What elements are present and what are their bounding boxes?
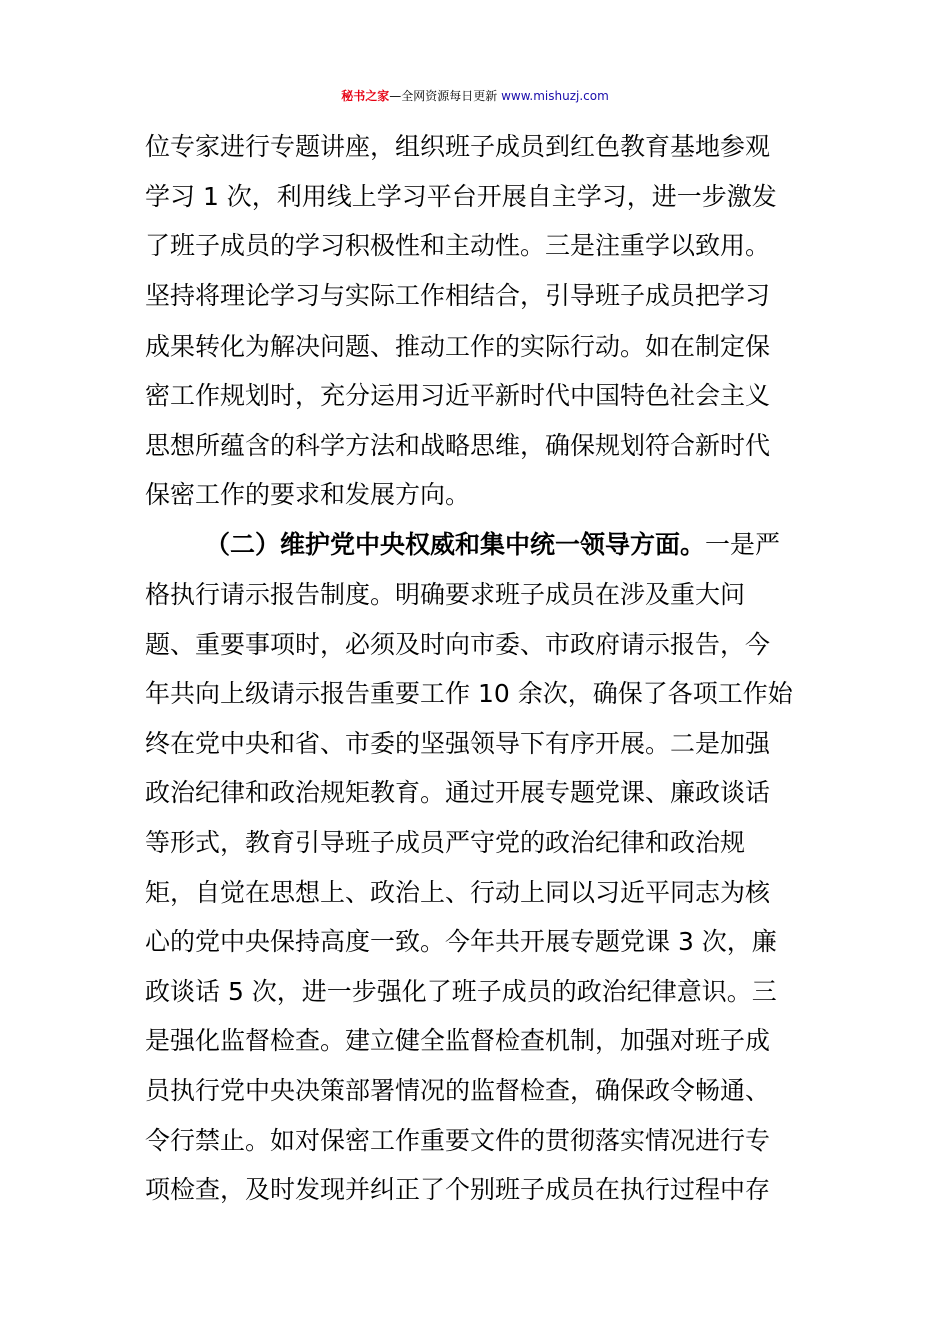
paragraph-line: 项检查，及时发现并纠正了个别班子成员在执行过程中存 [145, 1175, 771, 1204]
paragraph-line: 心的党中央保持高度一致。今年共开展专题党课 3 次，廉 [145, 927, 777, 956]
paragraph-line: 是强化监督检查。建立健全监督检查机制，加强对班子成 [145, 1026, 771, 1055]
site-brand: 秘书之家 [341, 89, 390, 103]
paragraph-line: 终在党中央和省、市委的坚强领导下有序开展。二是加强 [145, 729, 771, 758]
paragraph-line: 位专家进行专题讲座，组织班子成员到红色教育基地参观 [145, 132, 771, 161]
section-first-line-text: 一是严 [705, 530, 781, 559]
paragraph-line: 员执行党中央决策部署情况的监督检查，确保政令畅通、 [145, 1076, 771, 1105]
paragraph-line: 题、重要事项时，必须及时向市委、市政府请示报告，今 [145, 630, 771, 659]
paragraph-line: 密工作规划时，充分运用习近平新时代中国特色社会主义 [145, 381, 771, 410]
paragraph-line: 了班子成员的学习积极性和主动性。三是注重学以致用。 [145, 231, 771, 260]
site-tagline: —全网资源每日更新 [389, 89, 502, 103]
paragraph-line: 保密工作的要求和发展方向。 [145, 480, 471, 509]
paragraph-line: 思想所蕴含的科学方法和战略思维，确保规划符合新时代 [145, 431, 771, 460]
paragraph-line: 成果转化为解决问题、推动工作的实际行动。如在制定保 [145, 332, 771, 361]
paragraph-line: 政治纪律和政治规矩教育。通过开展专题党课、廉政谈话 [145, 778, 771, 807]
paragraph-line: 格执行请示报告制度。明确要求班子成员在涉及重大问 [145, 580, 746, 609]
site-url-link[interactable]: www.mishuzj.com [501, 89, 609, 103]
paragraph-line: 学习 1 次，利用线上学习平台开展自主学习，进一步激发 [145, 182, 777, 211]
paragraph-line: 令行禁止。如对保密工作重要文件的贯彻落实情况进行专 [145, 1126, 771, 1155]
paragraph-line: 年共向上级请示报告重要工作 10 余次，确保了各项工作始 [145, 679, 793, 708]
site-header [0, 80, 950, 112]
paragraph-line: 等形式，教育引导班子成员严守党的政治纪律和政治规 [145, 828, 746, 857]
section-first-line [205, 528, 780, 562]
paragraph-line: 坚持将理论学习与实际工作相结合，引导班子成员把学习 [145, 281, 771, 310]
paragraph-line: 矩，自觉在思想上、政治上、行动上同以习近平同志为核 [145, 878, 771, 907]
section-heading: （二）维护党中央权威和集中统一领导方面。 [205, 530, 706, 559]
paragraph-line: 政谈话 5 次，进一步强化了班子成员的政治纪律意识。三 [145, 977, 777, 1006]
